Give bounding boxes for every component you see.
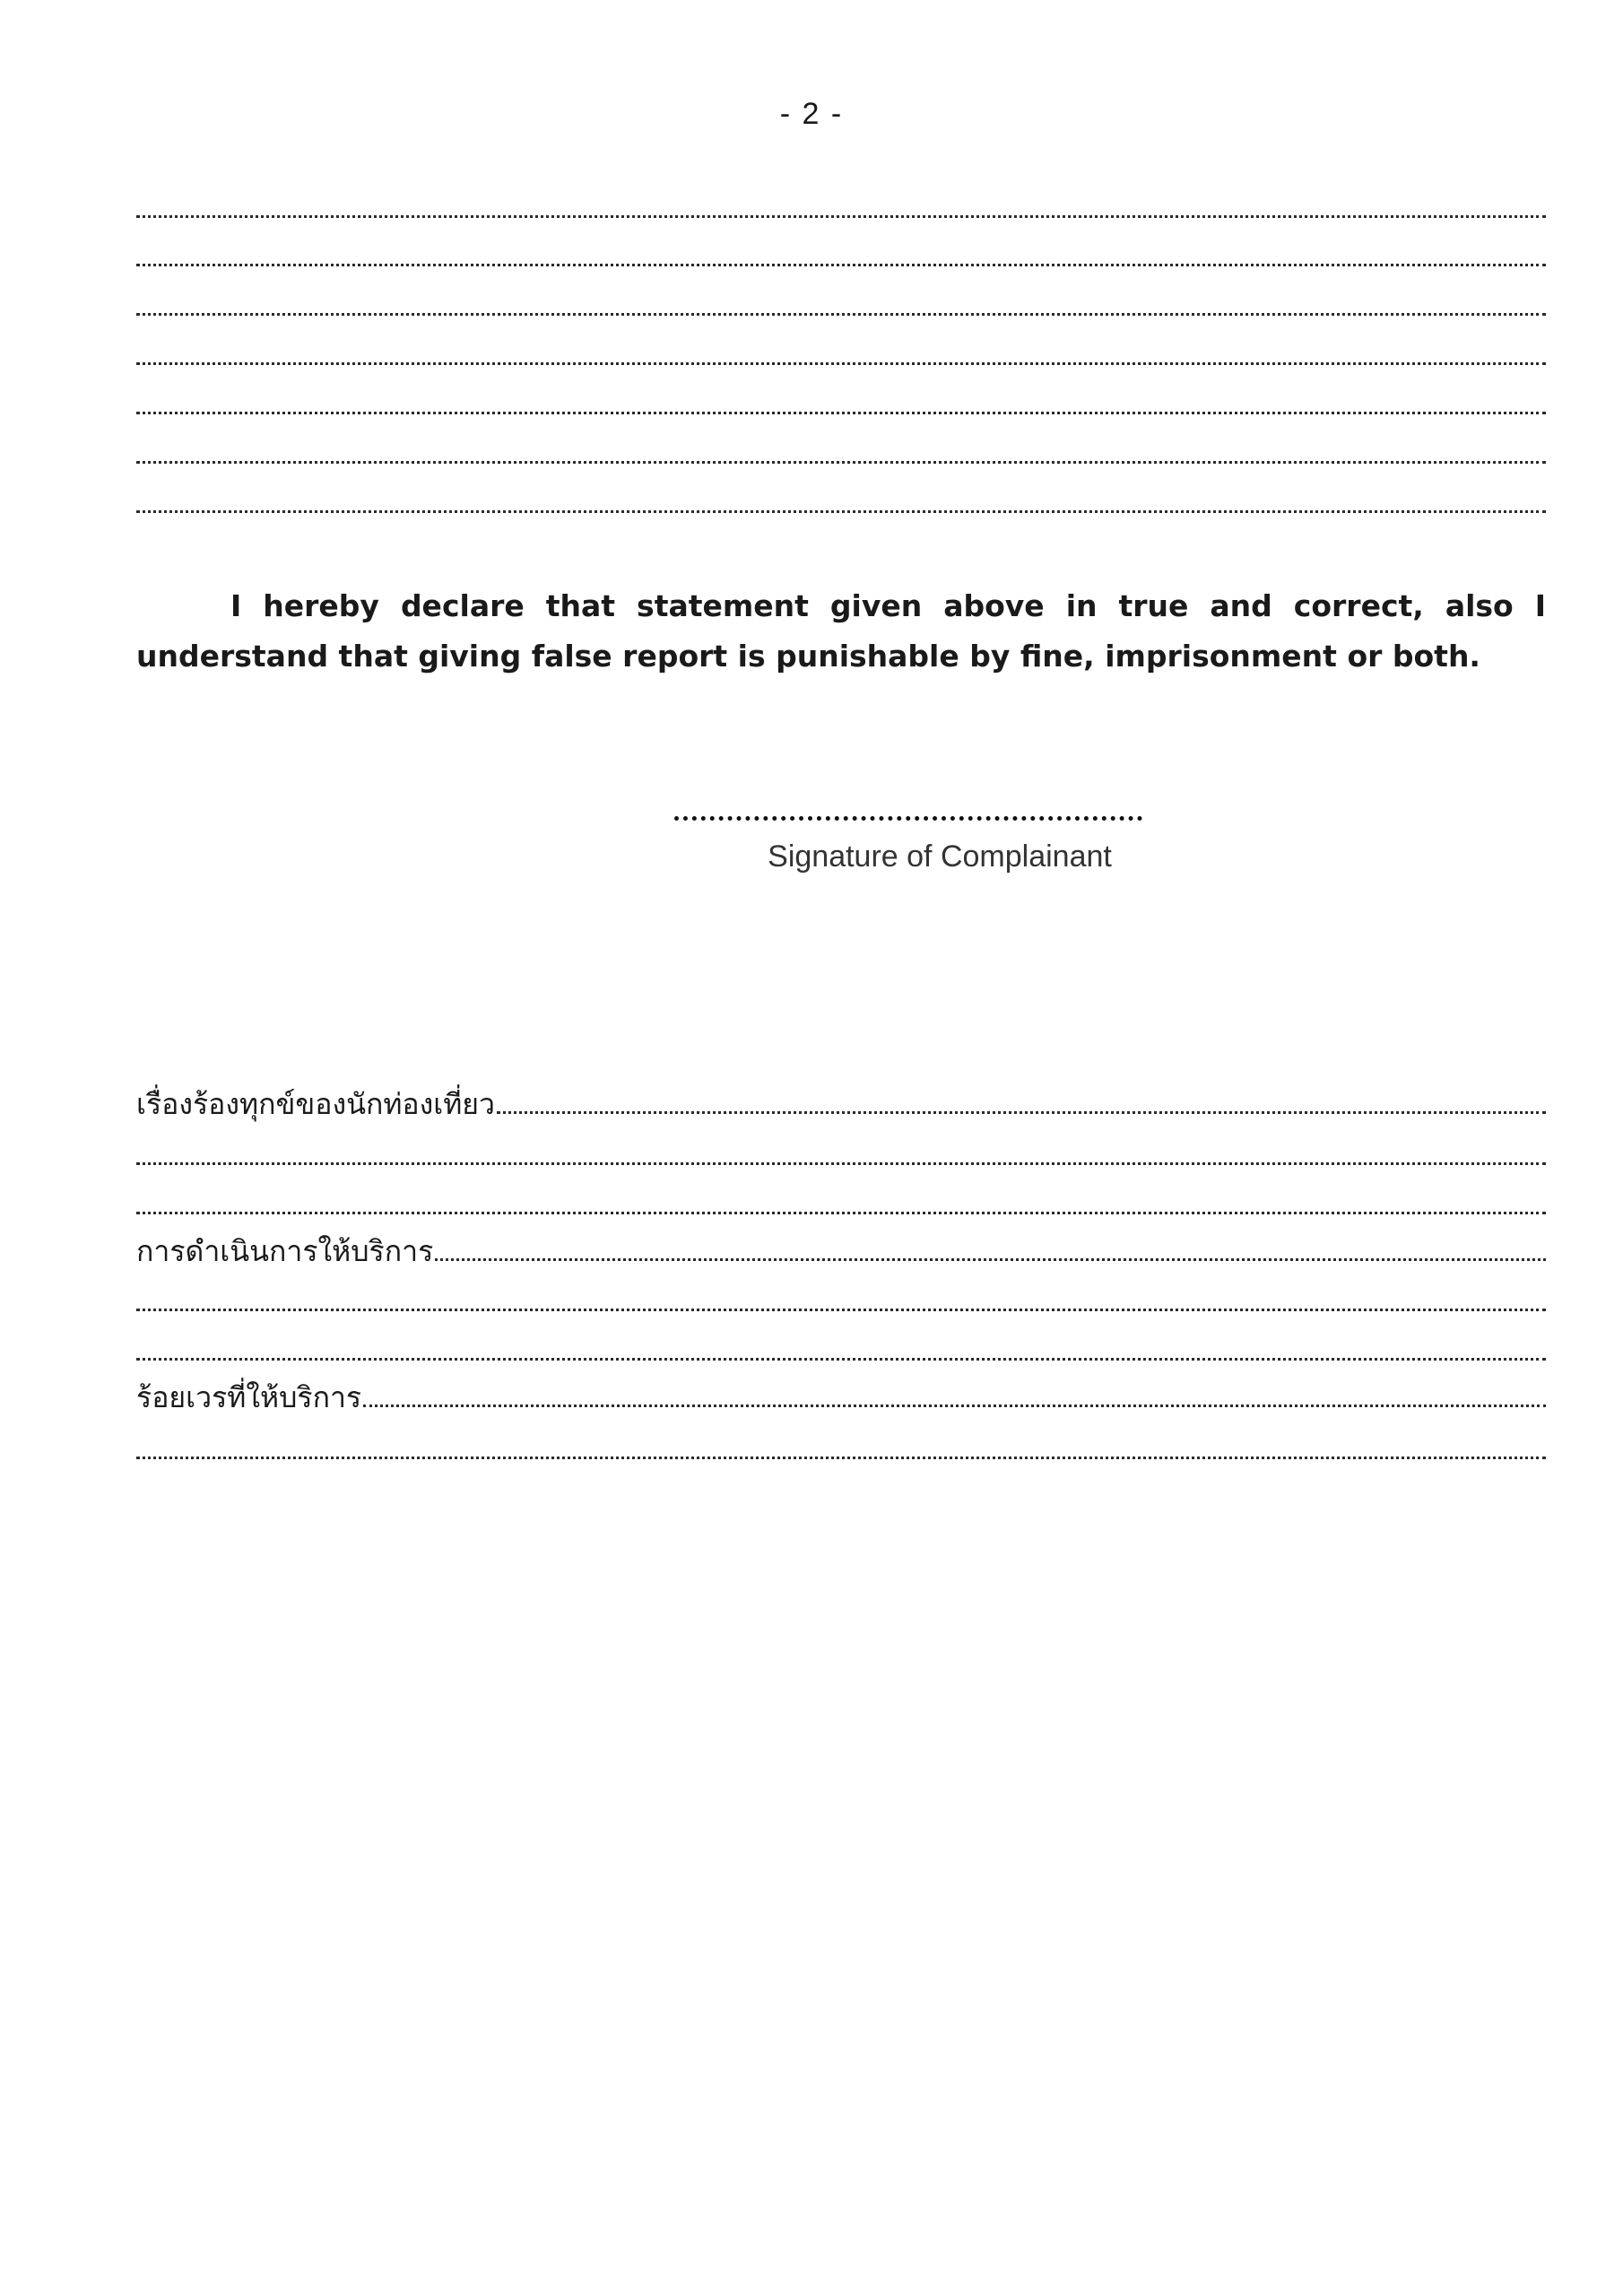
statement-line[interactable]: [136, 215, 1546, 218]
signature-line[interactable]: [674, 816, 1142, 821]
service-field[interactable]: [136, 1229, 1546, 1274]
signature-caption: Signature of Complainant: [768, 839, 1112, 874]
service-dots[interactable]: [435, 1258, 1546, 1261]
statement-line[interactable]: [136, 461, 1546, 464]
officer-field[interactable]: [136, 1375, 1546, 1421]
officer-label: ร้อยเวรที่ให้บริการ: [136, 1380, 362, 1414]
complaint-line[interactable]: [136, 1212, 1546, 1214]
complaint-dots[interactable]: [497, 1111, 1546, 1114]
statement-line[interactable]: [136, 264, 1546, 266]
complaint-field[interactable]: [136, 1082, 1546, 1127]
statement-line[interactable]: [136, 313, 1546, 316]
service-line[interactable]: [136, 1309, 1546, 1311]
complaint-label: เรื่องร้องทุกข์ของนักท่องเที่ยว: [136, 1087, 495, 1121]
statement-line[interactable]: [136, 362, 1546, 365]
declaration-text: I hereby declare that statement given above in true and correct, also I understand that giving false report is punishable by fine, imprisonment or both.: [136, 588, 1546, 674]
statement-line[interactable]: [136, 412, 1546, 414]
service-line[interactable]: [136, 1358, 1546, 1361]
officer-dots[interactable]: [363, 1405, 1546, 1407]
page-number: - 2 -: [779, 97, 844, 131]
officer-line[interactable]: [136, 1457, 1546, 1459]
statement-line[interactable]: [136, 510, 1546, 513]
service-label: การดำเนินการให้บริการ: [136, 1234, 434, 1268]
complaint-line[interactable]: [136, 1162, 1546, 1165]
